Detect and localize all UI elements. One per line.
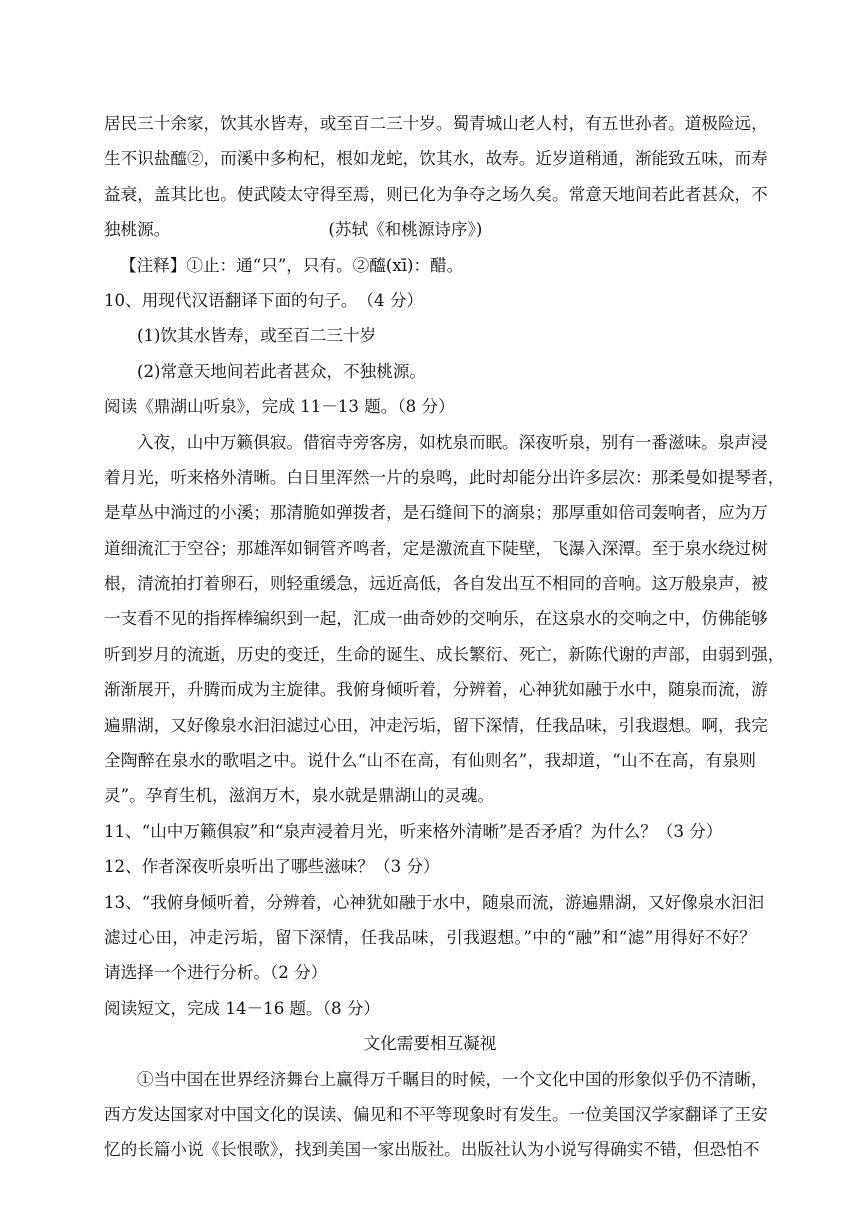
passage-line: 灵”。孕育生机，滋润万木，泉水就是鼎湖山的灵魂。	[104, 786, 495, 806]
passage-line: 益衰，盖其比也。使武陵太守得至焉，则已化为争夺之场久矣。常意天地间若此者甚众，不	[104, 184, 768, 204]
modern-passage	[104, 425, 785, 814]
passage-line: 着月光，听来格外清晰。白日里浑然一片的泉鸣，此时却能分出许多层次：那柔曼如提琴者，	[104, 467, 785, 487]
passage-last-line	[104, 212, 756, 247]
passage-line: 生不识盐醯②，而溪中多枸杞，根如龙蛇，饮其水，故寿。近岁道稍通，渐能致五味，而寿	[104, 149, 768, 169]
question-10-item-1: (1)饮其水皆寿，或至百二三十岁	[137, 326, 377, 346]
annotation-note: 【注释】①止：通“只”，只有。②醯(xī)：醋。	[120, 255, 464, 275]
passage-line: 道细流汇于空谷；那雄浑如铜管齐鸣者，定是激流直下陡壁，飞瀑入深潭。至于泉水绕过树	[104, 538, 768, 558]
article-title: 文化需要相互凝视	[363, 1034, 497, 1054]
passage-line: 根，清流拍打着卵石，则轻重缓急，远近高低，各自发出互不相同的音响。这万般泉声，被	[104, 574, 768, 594]
question-12: 12、作者深夜听泉听出了哪些滋味？（3 分）	[104, 857, 440, 877]
question-13-line: 13、“我俯身倾听着，分辨着，心神犹如融于水中，随泉而流，游遍鼎湖，又好像泉水汩汩	[104, 892, 765, 912]
passage-line: 西方发达国家对中国文化的误读、偏见和不平等现象时有发生。一位美国汉学家翻译了王安	[104, 1104, 768, 1124]
passage-line: ①当中国在世界经济舞台上赢得万千瞩目的时候，一个文化中国的形象似乎仍不清晰，	[137, 1069, 768, 1089]
question-10: 10、用现代汉语翻译下面的句子。 （4 分）	[104, 290, 424, 310]
passage-line: 居民三十余家，饮其水皆寿，或至百二三十岁。蜀青城山老人村，有五世孙者。道极险远，	[104, 114, 768, 133]
passage-line: 渐渐展开，升腾而成为主旋律。我俯身倾听着，分辨着，心神犹如融于水中，随泉而流，游	[104, 680, 768, 700]
passage-line: 忆的长篇小说《长恨歌》，找到美国一家出版社。出版社认为小说写得确实不错，但恐怕不	[104, 1140, 760, 1160]
passage-line: 是草丛中淌过的小溪；那清脆如弹拨者，是石缝间下的滴泉；那厚重如倍司轰响者，应为万	[104, 503, 768, 523]
passage-line-text: 独桃源。	[104, 220, 171, 240]
question-11: 11、“山中万籁俱寂”和“泉声浸着月光，听来格外清晰”是否矛盾？为什么？（3 分）	[104, 821, 723, 841]
section-3-intro: 阅读短文，完成 14－16 题。（8 分）	[104, 998, 381, 1018]
question-13-line: 请选择一个进行分析。（2 分）	[104, 963, 328, 983]
section-2-intro: 阅读《鼎湖山听泉》，完成 11－13 题。（8 分）	[104, 397, 455, 417]
passage-line: 一支看不见的指挥棒编织到一起，汇成一曲奇妙的交响乐，在这泉水的交响之中，仿佛能够	[104, 609, 768, 629]
passage-line: 遍鼎湖，又好像泉水汩汩滤过心田，冲走污垢，留下深情，任我品味，引我遐想。啊，我完	[104, 715, 768, 735]
question-10-item-2: (2)常意天地间若此者甚众，不独桃源。	[137, 361, 427, 381]
passage-line: 入夜，山中万籁俱寂。借宿寺旁客房，如枕泉而眠。深夜听泉，别有一番滋味。泉声浸	[137, 432, 768, 452]
article-body	[104, 1062, 768, 1168]
passage-line: 全陶醉在泉水的歌唱之中。说什么“山不在高，有仙则名”，我却道，“山不在高，有泉则	[104, 751, 756, 771]
passage-line: 听到岁月的流逝，历史的变迁，生命的诞生、成长繁衍、死亡，新陈代谢的声部，由弱到强，	[104, 644, 785, 664]
document-page	[104, 106, 785, 1168]
question-13-line: 滤过心田，冲走污垢，留下深情，任我品味，引我遐想。”中的“融”和“滤”用得好不好？	[104, 927, 756, 947]
question-13	[104, 885, 765, 991]
passage-source: (苏轼《和桃源诗序》)	[328, 220, 483, 240]
classical-passage	[104, 106, 768, 248]
